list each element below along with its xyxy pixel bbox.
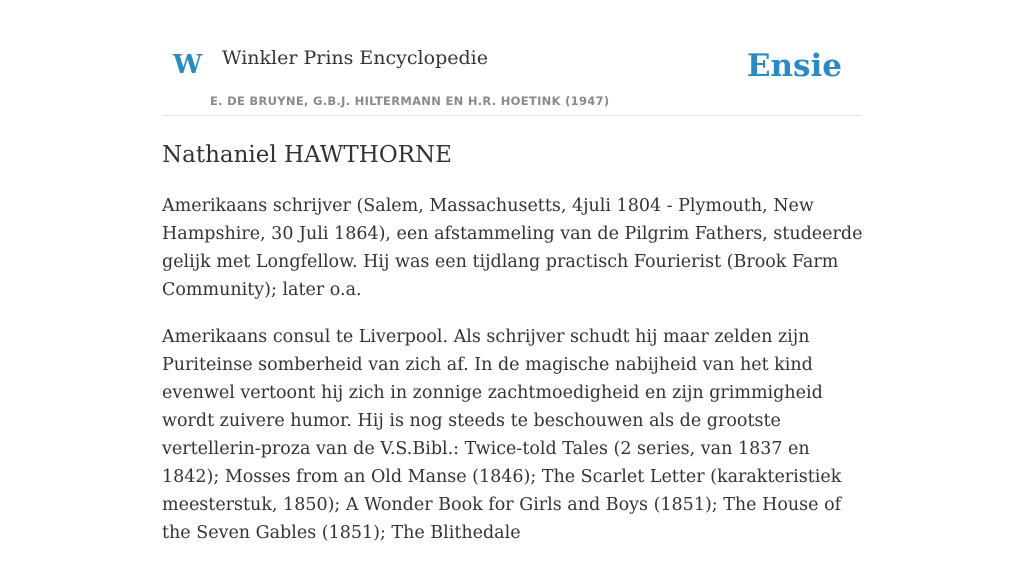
article-paragraph: Amerikaans consul te Liverpool. Als schrijver schudt hij maar zelden zijn Puriteinse somberheid van zich af. In de magische nabijheid van het kind evenwel vertoont hij zich in zonnige zachtmoedigheid en zijn grimmigheid wordt zuivere humor. Hij is nog steeds te beschouwen als de grootste vertellerin-proza van de V.S.Bibl.: Twice-told Tales (2 series, van 1837 en 1842); Mosses from an Old Manse (1846); The Scarlet Letter (karakteristiek meesterstuk, 1850); A Wonder Book for Girls and Boys (1851); The House of the Seven Gables (1851); The Blithedale bbox=[162, 327, 842, 543]
article-paragraph: Amerikaans schrijver (Salem, Massachusetts, 4juli 1804 - Plymouth, New Hampshire, 30 Juli 1864), een afstammeling van de Pilgrim Fathers, studeerde gelijk met Longfellow. Hij was een tijdlang practisch Fourierist (Brook Farm Community); later o.a. bbox=[162, 196, 863, 300]
article-title: Nathaniel HAWTHORNE bbox=[162, 142, 452, 168]
ensie-logo[interactable]: Ensie bbox=[746, 48, 842, 84]
site-header bbox=[162, 0, 862, 116]
authors-line: E. DE BRUYNE, G.B.J. HILTERMANN EN H.R. HOETINK (1947) bbox=[210, 94, 610, 108]
article-body bbox=[162, 192, 867, 566]
encyclopedia-title[interactable]: Winkler Prins Encyclopedie bbox=[222, 47, 488, 69]
winkler-prins-logo[interactable]: W bbox=[173, 50, 203, 80]
